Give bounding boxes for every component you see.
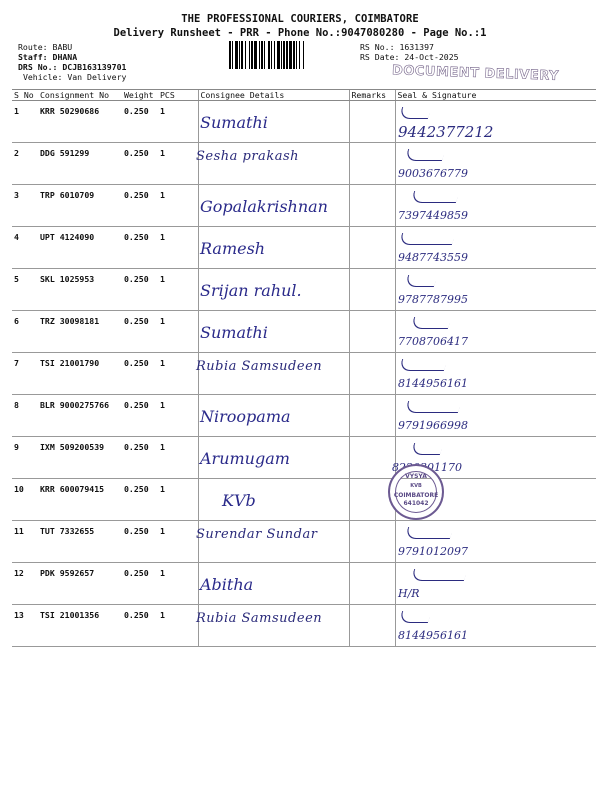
document-delivery-stamp: DOCUMENT DELIVERY <box>391 63 560 84</box>
header-remarks: Remarks <box>349 90 395 101</box>
cell-weight: 0.250 <box>122 563 158 605</box>
cell-pcs: 1 <box>158 227 198 269</box>
cell-weight: 0.250 <box>122 311 158 353</box>
cell-consignment-no: KRR 600079415 <box>38 479 122 521</box>
table-row <box>12 395 596 437</box>
signature-scribble <box>398 611 432 623</box>
route-line: Route: BABU <box>18 42 73 52</box>
cell-pcs: 1 <box>158 269 198 311</box>
document-title: THE PROFESSIONAL COURIERS, COIMBATORE <box>181 13 419 25</box>
cell-remarks <box>349 101 395 143</box>
cell-sno: 7 <box>12 353 38 395</box>
cell-pcs: 1 <box>158 437 198 479</box>
signature-scribble <box>398 107 432 119</box>
cell-pcs: 1 <box>158 563 198 605</box>
cell-sno: 13 <box>12 605 38 647</box>
cell-pcs: 1 <box>158 395 198 437</box>
cell-remarks <box>349 311 395 353</box>
handwritten-signature-phone: 9787787995 <box>398 293 468 306</box>
cell-consignment-no: SKL 1025953 <box>38 269 122 311</box>
cell-consignment-no: TSI 21001790 <box>38 353 122 395</box>
route-value: BABU <box>52 42 73 52</box>
signature-scribble <box>404 527 454 539</box>
cell-weight: 0.250 <box>122 395 158 437</box>
cell-pcs: 1 <box>158 479 198 521</box>
cell-pcs: 1 <box>158 143 198 185</box>
cell-weight: 0.250 <box>122 353 158 395</box>
cell-weight: 0.250 <box>122 605 158 647</box>
table-row <box>12 269 596 311</box>
table-row <box>12 479 596 521</box>
handwritten-signature-phone: 9003676779 <box>398 167 468 180</box>
vehicle-line: Vehicle: Van Delivery <box>22 72 127 82</box>
drs-value: DCJB163139701 <box>62 62 127 72</box>
cell-consignment-no: TRZ 30098181 <box>38 311 122 353</box>
handwritten-consignee: Rubia Samsudeen <box>196 611 323 626</box>
cell-weight: 0.250 <box>122 437 158 479</box>
cell-consignment-no: TUT 7332655 <box>38 521 122 563</box>
cell-remarks <box>349 563 395 605</box>
bank-round-stamp: VYSYA KVB COIMBATORE 641042 <box>388 464 444 520</box>
handwritten-consignee: KVb <box>222 491 256 510</box>
handwritten-consignee: Sumathi <box>200 113 268 132</box>
cell-remarks <box>349 437 395 479</box>
table-row <box>12 563 596 605</box>
cell-sno: 11 <box>12 521 38 563</box>
handwritten-consignee: Arumugam <box>200 449 290 468</box>
handwritten-consignee: Sesha prakash <box>196 149 299 164</box>
table-row <box>12 101 596 143</box>
handwritten-consignee: Ramesh <box>200 239 266 258</box>
handwritten-signature-phone: 7397449859 <box>398 209 468 222</box>
handwritten-signature-phone: 8144956161 <box>398 377 468 390</box>
signature-scribble <box>404 275 438 287</box>
cell-remarks <box>349 269 395 311</box>
cell-consignment-no: UPT 4124090 <box>38 227 122 269</box>
handwritten-consignee: Surendar Sundar <box>196 527 318 542</box>
rs-no-line: RS No.: 1631397 <box>360 42 434 52</box>
cell-consignment-no: KRR 50290686 <box>38 101 122 143</box>
header-sno: S No <box>12 90 38 101</box>
rs-no-value: 1631397 <box>399 42 434 52</box>
cell-consignment-no: IXM 509200539 <box>38 437 122 479</box>
rs-date-line: RS Date: 24-Oct-2025 <box>360 52 459 62</box>
cell-sno: 4 <box>12 227 38 269</box>
header-pcs: PCS <box>158 90 198 101</box>
cell-weight: 0.250 <box>122 143 158 185</box>
cell-consignment-no: BLR 9000275766 <box>38 395 122 437</box>
cell-weight: 0.250 <box>122 185 158 227</box>
cell-sno: 2 <box>12 143 38 185</box>
cell-consignment-no: TSI 21001356 <box>38 605 122 647</box>
handwritten-signature-phone: 9791966998 <box>398 419 468 432</box>
cell-consignment-no: TRP 6010709 <box>38 185 122 227</box>
cell-sno: 12 <box>12 563 38 605</box>
meta-left <box>18 42 126 82</box>
barcode <box>229 41 356 69</box>
handwritten-signature-phone: 8220301170 <box>392 461 462 474</box>
handwritten-consignee: Rubia Samsudeen <box>196 359 323 374</box>
cell-sno: 5 <box>12 269 38 311</box>
cell-sno: 3 <box>12 185 38 227</box>
cell-remarks <box>349 227 395 269</box>
handwritten-consignee: Abitha <box>200 575 254 594</box>
header-consignee: Consignee Details <box>198 90 349 101</box>
cell-pcs: 1 <box>158 353 198 395</box>
cell-remarks <box>349 143 395 185</box>
handwritten-signature-phone: 9791012097 <box>398 545 468 558</box>
cell-consignment-no: PDK 9592657 <box>38 563 122 605</box>
document-subtitle: Delivery Runsheet - PRR - Phone No.:9047080280 - Page No.:1 <box>113 27 487 39</box>
signature-scribble <box>410 569 468 581</box>
table-row <box>12 227 596 269</box>
cell-remarks <box>349 521 395 563</box>
cell-pcs: 1 <box>158 521 198 563</box>
signature-scribble <box>410 191 460 203</box>
cell-remarks <box>349 353 395 395</box>
cell-pcs: 1 <box>158 101 198 143</box>
cell-sno: 6 <box>12 311 38 353</box>
cell-pcs: 1 <box>158 185 198 227</box>
header-weight: Weight <box>122 90 158 101</box>
handwritten-signature-phone: 7708706417 <box>398 335 468 348</box>
drs-line: DRS No.: DCJB163139701 <box>18 62 127 72</box>
cell-remarks <box>349 185 395 227</box>
barcode-bar <box>304 41 306 69</box>
handwritten-consignee: Niroopama <box>200 407 291 426</box>
cell-consignee-details <box>198 479 349 521</box>
cell-pcs: 1 <box>158 605 198 647</box>
cell-weight: 0.250 <box>122 521 158 563</box>
cell-remarks <box>349 605 395 647</box>
meta-right <box>360 42 459 62</box>
signature-scribble <box>410 443 444 455</box>
vehicle-value: Van Delivery <box>67 72 127 82</box>
cell-weight: 0.250 <box>122 227 158 269</box>
handwritten-signature-phone: 8144956161 <box>398 629 468 642</box>
handwritten-consignee: Sumathi <box>200 323 268 342</box>
signature-scribble <box>398 233 456 245</box>
staff-line: Staff: DHANA <box>18 52 78 62</box>
header-seal-signature: Seal & Signature <box>395 90 596 101</box>
cell-weight: 0.250 <box>122 269 158 311</box>
cell-weight: 0.250 <box>122 101 158 143</box>
signature-scribble <box>410 317 452 329</box>
cell-remarks <box>349 395 395 437</box>
cell-sno: 10 <box>12 479 38 521</box>
handwritten-consignee: Srijan rahul. <box>200 281 302 300</box>
cell-sno: 8 <box>12 395 38 437</box>
rs-date-value: 24-Oct-2025 <box>404 52 459 62</box>
header-consignment: Consignment No <box>38 90 122 101</box>
handwritten-signature-phone: 9442377212 <box>398 123 494 141</box>
cell-sno: 1 <box>12 101 38 143</box>
handwritten-signature-phone: H/R <box>398 587 420 600</box>
handwritten-consignee: Gopalakrishnan <box>200 197 328 216</box>
table-row <box>12 311 596 353</box>
signature-scribble <box>398 359 448 371</box>
cell-pcs: 1 <box>158 311 198 353</box>
handwritten-signature-phone: 9487743559 <box>398 251 468 264</box>
staff-value: DHANA <box>52 52 78 62</box>
cell-sno: 9 <box>12 437 38 479</box>
signature-scribble <box>404 149 446 161</box>
cell-consignment-no: DDG 591299 <box>38 143 122 185</box>
cell-weight: 0.250 <box>122 479 158 521</box>
signature-scribble <box>404 401 462 413</box>
table-row <box>12 437 596 479</box>
table-header-row <box>12 90 596 101</box>
